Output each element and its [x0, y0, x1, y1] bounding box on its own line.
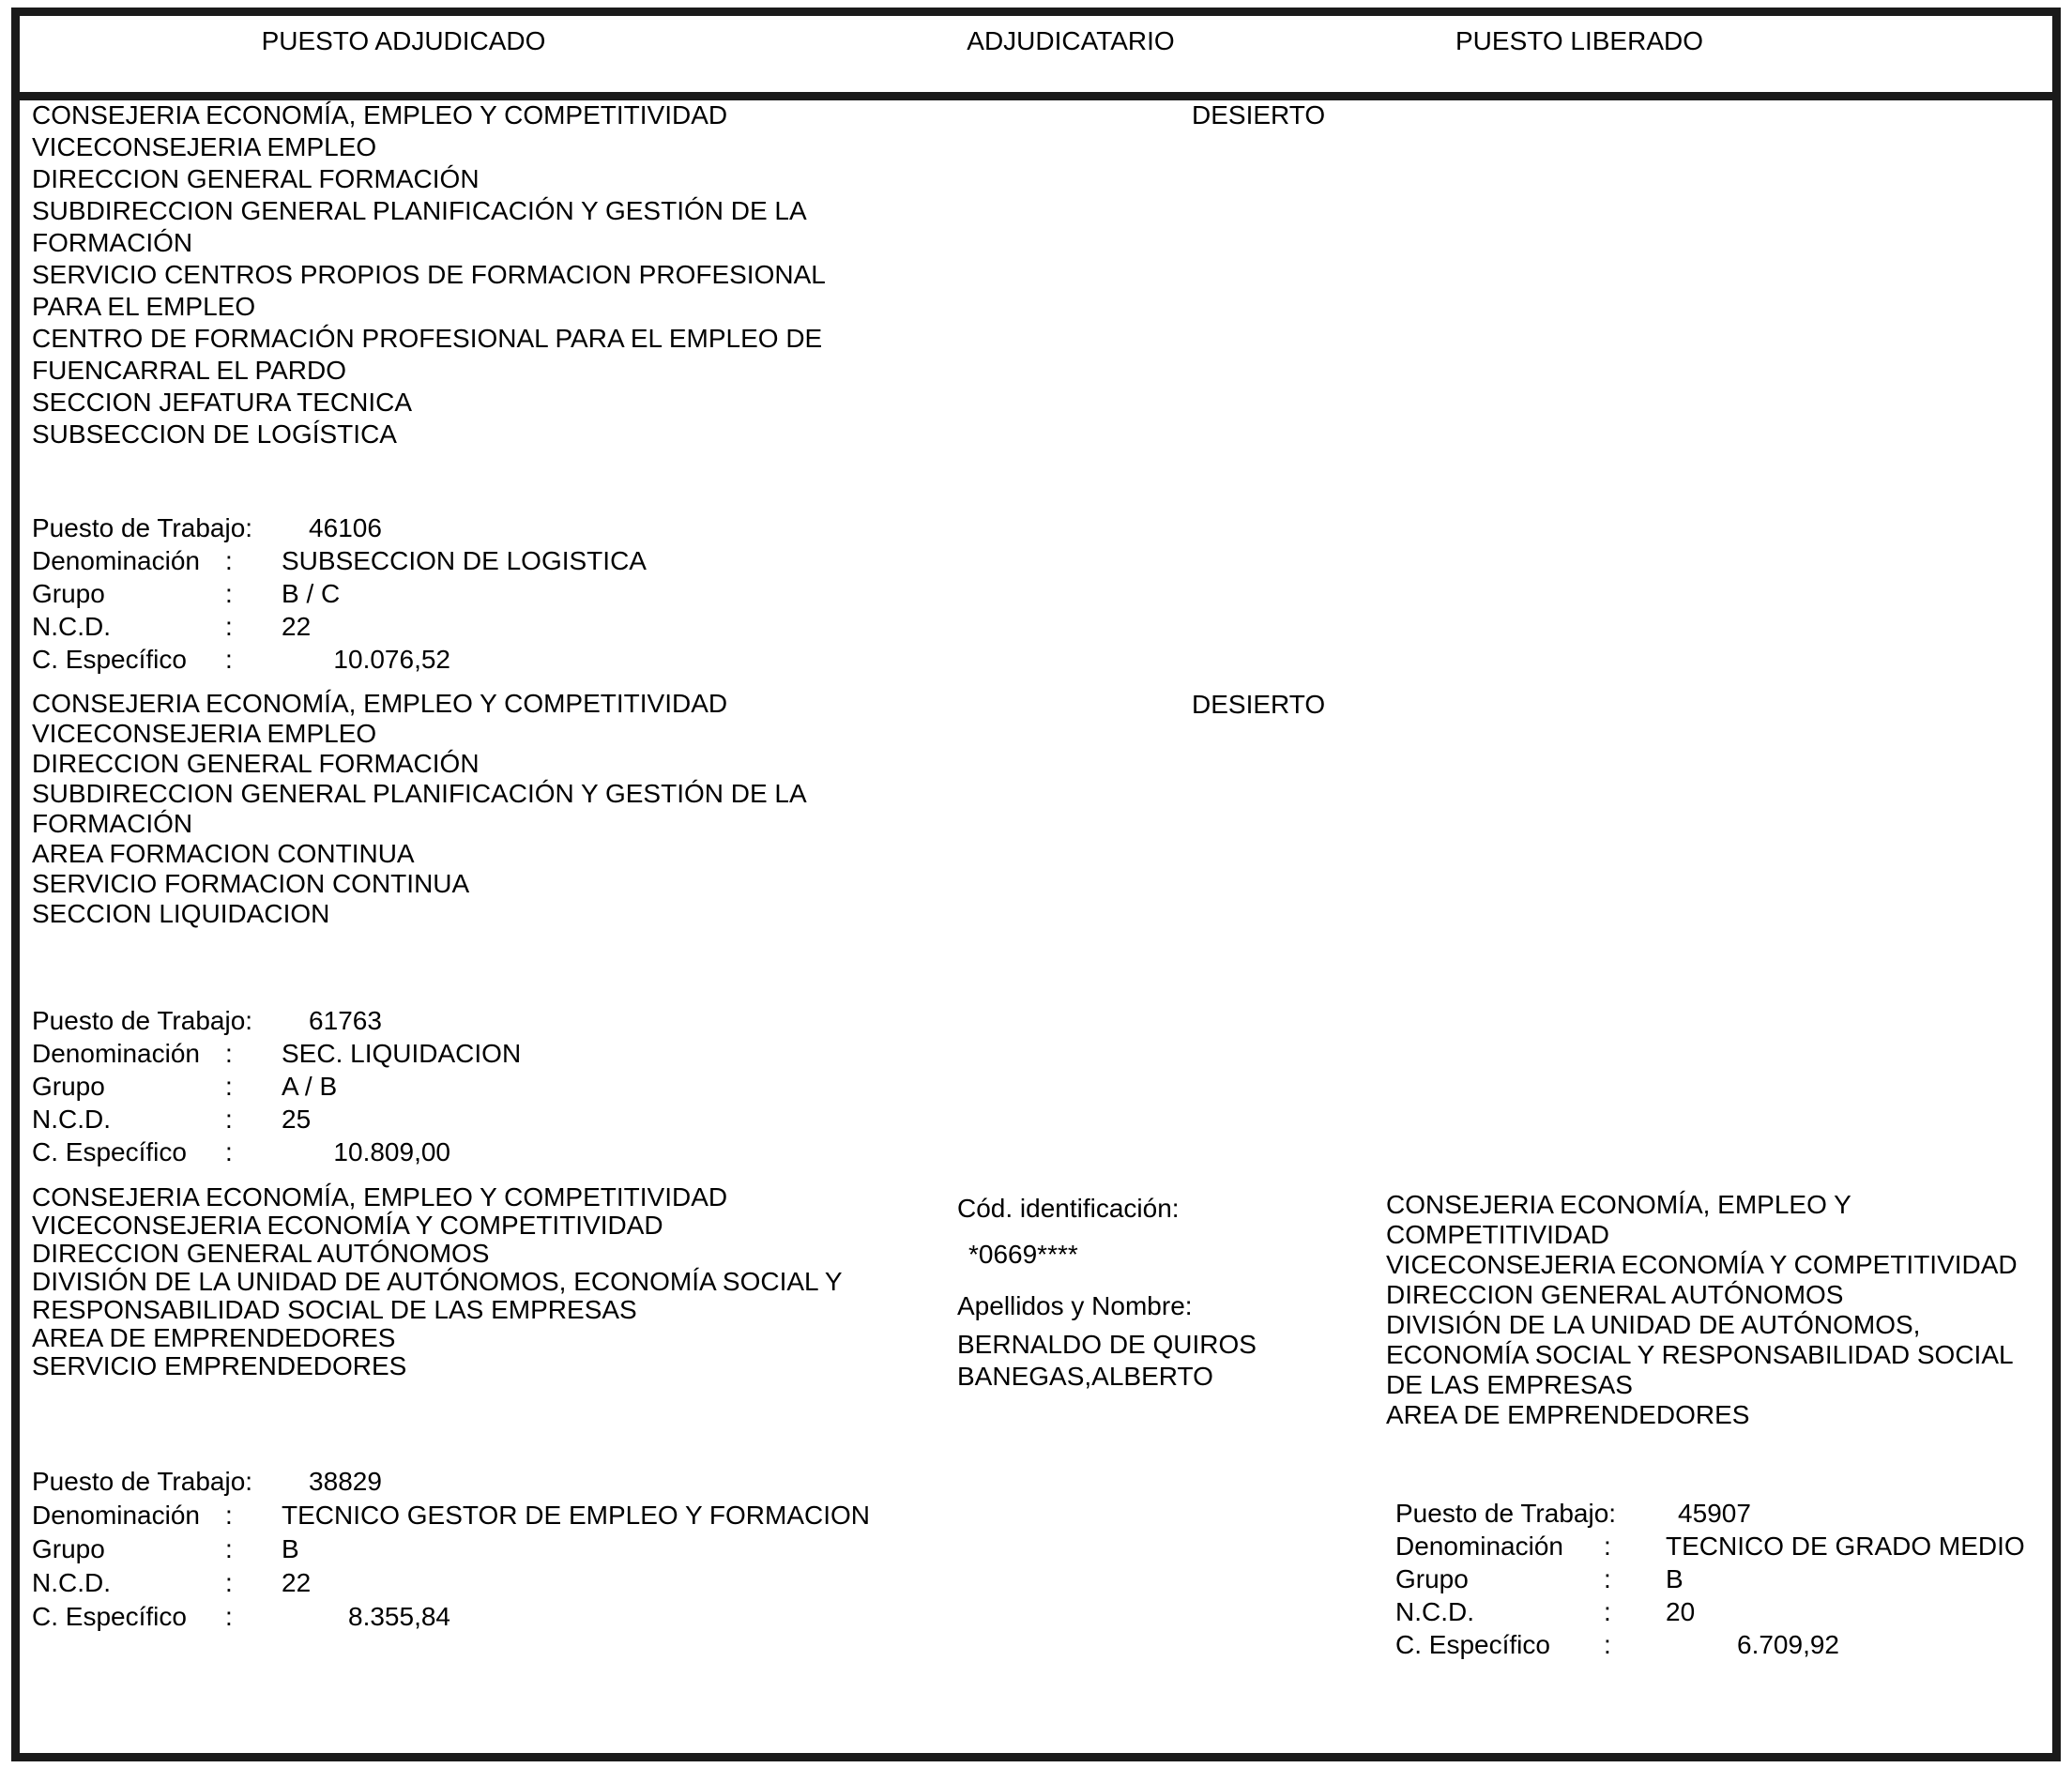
org-line: ECONOMÍA SOCIAL Y RESPONSABILIDAD SOCIAL: [1386, 1340, 2014, 1369]
detail-row: [32, 544, 647, 577]
detail-colon: :: [225, 1137, 233, 1166]
detail-colon: :: [225, 1105, 233, 1134]
org-line: SUBSECCION DE LOGÍSTICA: [32, 419, 397, 449]
record-3-puesto-adjudicado-details: [32, 1465, 870, 1634]
detail-row: [32, 1135, 521, 1168]
record-3-puesto-liberado-details: [1395, 1497, 2025, 1661]
detail-row: [32, 1600, 870, 1634]
detail-row: [1395, 1562, 2025, 1595]
detail-value: 38829: [309, 1467, 382, 1496]
detail-value: 22: [282, 1568, 312, 1597]
detail-value: SEC. LIQUIDACION: [282, 1039, 522, 1068]
org-line: VICECONSEJERIA EMPLEO: [32, 132, 377, 161]
org-line: VICECONSEJERIA EMPLEO: [32, 719, 377, 748]
detail-row: [32, 1004, 521, 1037]
org-line: SECCION JEFATURA TECNICA: [32, 388, 413, 417]
detail-label: Denominación: [1395, 1532, 1563, 1561]
detail-label: N.C.D.: [1395, 1597, 1474, 1626]
detail-label: Grupo: [1395, 1564, 1469, 1593]
org-line: COMPETITIVIDAD: [1386, 1220, 1610, 1249]
detail-value: 46106: [309, 513, 382, 542]
detail-row: [32, 1566, 870, 1600]
org-line: PARA EL EMPLEO: [32, 292, 256, 321]
detail-label: N.C.D.: [32, 1105, 111, 1134]
org-line: FUENCARRAL EL PARDO: [32, 356, 347, 385]
detail-row: [32, 1037, 521, 1070]
org-line: VICECONSEJERIA ECONOMÍA Y COMPETITIVIDAD: [32, 1211, 663, 1240]
detail-label: C. Específico: [32, 1137, 187, 1166]
detail-value: 8.355,84: [348, 1602, 450, 1631]
detail-value: 61763: [309, 1006, 382, 1035]
detail-label: Denominación: [32, 1039, 200, 1068]
org-line: DIRECCION GENERAL AUTÓNOMOS: [32, 1239, 490, 1268]
detail-row: [32, 610, 647, 643]
org-line: SUBDIRECCION GENERAL PLANIFICACIÓN Y GESTIÓN DE LA: [32, 196, 807, 225]
detail-colon: [252, 1465, 309, 1499]
org-line: RESPONSABILIDAD SOCIAL DE LAS EMPRESAS: [32, 1295, 637, 1324]
detail-value: 10.076,52: [333, 645, 450, 674]
detail-row: [1395, 1628, 2025, 1661]
detail-colon: :: [225, 546, 233, 575]
detail-value: 22: [282, 612, 312, 641]
org-line: SUBDIRECCION GENERAL PLANIFICACIÓN Y GESTIÓN DE LA: [32, 779, 807, 808]
org-line: SERVICIO FORMACION CONTINUA: [32, 869, 470, 898]
detail-colon: :: [225, 645, 233, 674]
detail-row: [32, 1465, 870, 1499]
detail-value: B / C: [282, 579, 341, 608]
detail-colon: :: [1604, 1597, 1611, 1626]
org-line: VICECONSEJERIA ECONOMÍA Y COMPETITIVIDAD: [1386, 1250, 2018, 1279]
detail-value: SUBSECCION DE LOGISTICA: [282, 546, 647, 575]
detail-label: N.C.D.: [32, 612, 111, 641]
record-1-puesto-adjudicado-details: [32, 511, 647, 676]
detail-label: Puesto de Trabajo:: [32, 1467, 253, 1496]
detail-colon: :: [225, 612, 233, 641]
detail-colon: :: [225, 579, 233, 608]
detail-colon: :: [225, 1039, 233, 1068]
detail-value: TECNICO DE GRADO MEDIO: [1666, 1532, 2025, 1561]
detail-value: 25: [282, 1105, 312, 1134]
record-3-cod-identificacion-value: *0669****: [968, 1240, 1078, 1269]
org-line: DE LAS EMPRESAS: [1386, 1370, 1633, 1399]
detail-row: [1395, 1530, 2025, 1562]
detail-colon: :: [1604, 1564, 1611, 1593]
detail-value: 6.709,92: [1737, 1630, 1839, 1659]
detail-row: [32, 511, 647, 544]
org-line: SERVICIO CENTROS PROPIOS DE FORMACION PROFESIONAL: [32, 260, 826, 289]
org-line: FORMACIÓN: [32, 228, 193, 257]
detail-label: Denominación: [32, 1501, 200, 1530]
adjudicatario-name-line: BERNALDO DE QUIROS: [957, 1330, 1257, 1359]
detail-colon: :: [225, 1568, 233, 1597]
record-3-cod-identificacion-label: Cód. identificación:: [957, 1194, 1180, 1223]
org-line: AREA FORMACION CONTINUA: [32, 839, 415, 868]
detail-label: Puesto de Trabajo:: [1395, 1499, 1617, 1528]
org-line: CONSEJERIA ECONOMÍA, EMPLEO Y COMPETITIVIDAD: [32, 100, 728, 130]
org-line: SECCION LIQUIDACION: [32, 899, 330, 928]
detail-row: [32, 1532, 870, 1566]
detail-colon: :: [225, 1602, 233, 1631]
org-line: DIRECCION GENERAL FORMACIÓN: [32, 164, 480, 193]
org-line: SERVICIO EMPRENDEDORES: [32, 1351, 407, 1380]
org-line: CONSEJERIA ECONOMÍA, EMPLEO Y COMPETITIVIDAD: [32, 1182, 728, 1212]
detail-row: [32, 577, 647, 610]
detail-value: A / B: [282, 1072, 338, 1101]
record-3-apellidos-nombre-label: Apellidos y Nombre:: [957, 1291, 1193, 1320]
record-3-adjudicatario-name: [957, 1329, 1257, 1393]
detail-row: [32, 643, 647, 676]
detail-colon: :: [225, 1072, 233, 1101]
detail-label: Puesto de Trabajo:: [32, 1006, 253, 1035]
org-line: CONSEJERIA ECONOMÍA, EMPLEO Y COMPETITIVIDAD: [32, 689, 728, 718]
detail-label: Grupo: [32, 1072, 105, 1101]
detail-label: C. Específico: [1395, 1630, 1550, 1659]
org-line: DIVISIÓN DE LA UNIDAD DE AUTÓNOMOS,: [1386, 1310, 1921, 1339]
org-line: DIVISIÓN DE LA UNIDAD DE AUTÓNOMOS, ECONOMÍA SOCIAL Y: [32, 1267, 843, 1296]
record-3-puesto-adjudicado-org: [32, 1183, 843, 1380]
detail-row: [1395, 1595, 2025, 1628]
detail-value: TECNICO GESTOR DE EMPLEO Y FORMACION: [282, 1501, 870, 1530]
detail-value: B: [282, 1534, 299, 1563]
detail-value: 10.809,00: [333, 1137, 450, 1166]
record-2-puesto-adjudicado-details: [32, 1004, 521, 1168]
detail-value: 45907: [1678, 1499, 1751, 1528]
record-1-adjudicatario-status: DESIERTO: [1192, 100, 1326, 130]
detail-label: C. Específico: [32, 645, 187, 674]
record-3-puesto-liberado-org: [1386, 1190, 2018, 1430]
detail-row: [32, 1499, 870, 1532]
org-line: CENTRO DE FORMACIÓN PROFESIONAL PARA EL EMPLEO DE: [32, 324, 823, 353]
org-line: AREA DE EMPRENDEDORES: [32, 1323, 396, 1352]
detail-colon: :: [225, 1534, 233, 1563]
detail-label: Denominación: [32, 546, 200, 575]
org-line: FORMACIÓN: [32, 809, 193, 838]
org-line: DIRECCION GENERAL FORMACIÓN: [32, 749, 480, 778]
detail-colon: [252, 1004, 309, 1037]
column-header-puesto-adjudicado: PUESTO ADJUDICADO: [261, 26, 546, 55]
detail-row: [1395, 1497, 2025, 1530]
detail-colon: [252, 511, 309, 544]
record-2-adjudicatario-status: DESIERTO: [1192, 690, 1326, 719]
detail-colon: :: [1604, 1630, 1611, 1659]
record-2-puesto-adjudicado-org: [32, 689, 807, 929]
record-1-puesto-adjudicado-org: [32, 99, 826, 450]
detail-row: [32, 1070, 521, 1103]
adjudicatario-name-line: BANEGAS,ALBERTO: [957, 1362, 1213, 1391]
column-header-adjudicatario: ADJUDICATARIO: [967, 26, 1175, 55]
detail-label: Grupo: [32, 579, 105, 608]
detail-label: Grupo: [32, 1534, 105, 1563]
org-line: AREA DE EMPRENDEDORES: [1386, 1400, 1750, 1429]
org-line: CONSEJERIA ECONOMÍA, EMPLEO Y: [1386, 1190, 1851, 1219]
detail-colon: :: [1604, 1532, 1611, 1561]
org-line: DIRECCION GENERAL AUTÓNOMOS: [1386, 1280, 1844, 1309]
detail-row: [32, 1103, 521, 1135]
detail-value: B: [1666, 1564, 1684, 1593]
detail-colon: [1616, 1497, 1678, 1530]
detail-label: N.C.D.: [32, 1568, 111, 1597]
detail-label: Puesto de Trabajo:: [32, 513, 253, 542]
column-header-puesto-liberado: PUESTO LIBERADO: [1455, 26, 1704, 55]
detail-value: 20: [1666, 1597, 1696, 1626]
detail-label: C. Específico: [32, 1602, 187, 1631]
detail-colon: :: [225, 1501, 233, 1530]
